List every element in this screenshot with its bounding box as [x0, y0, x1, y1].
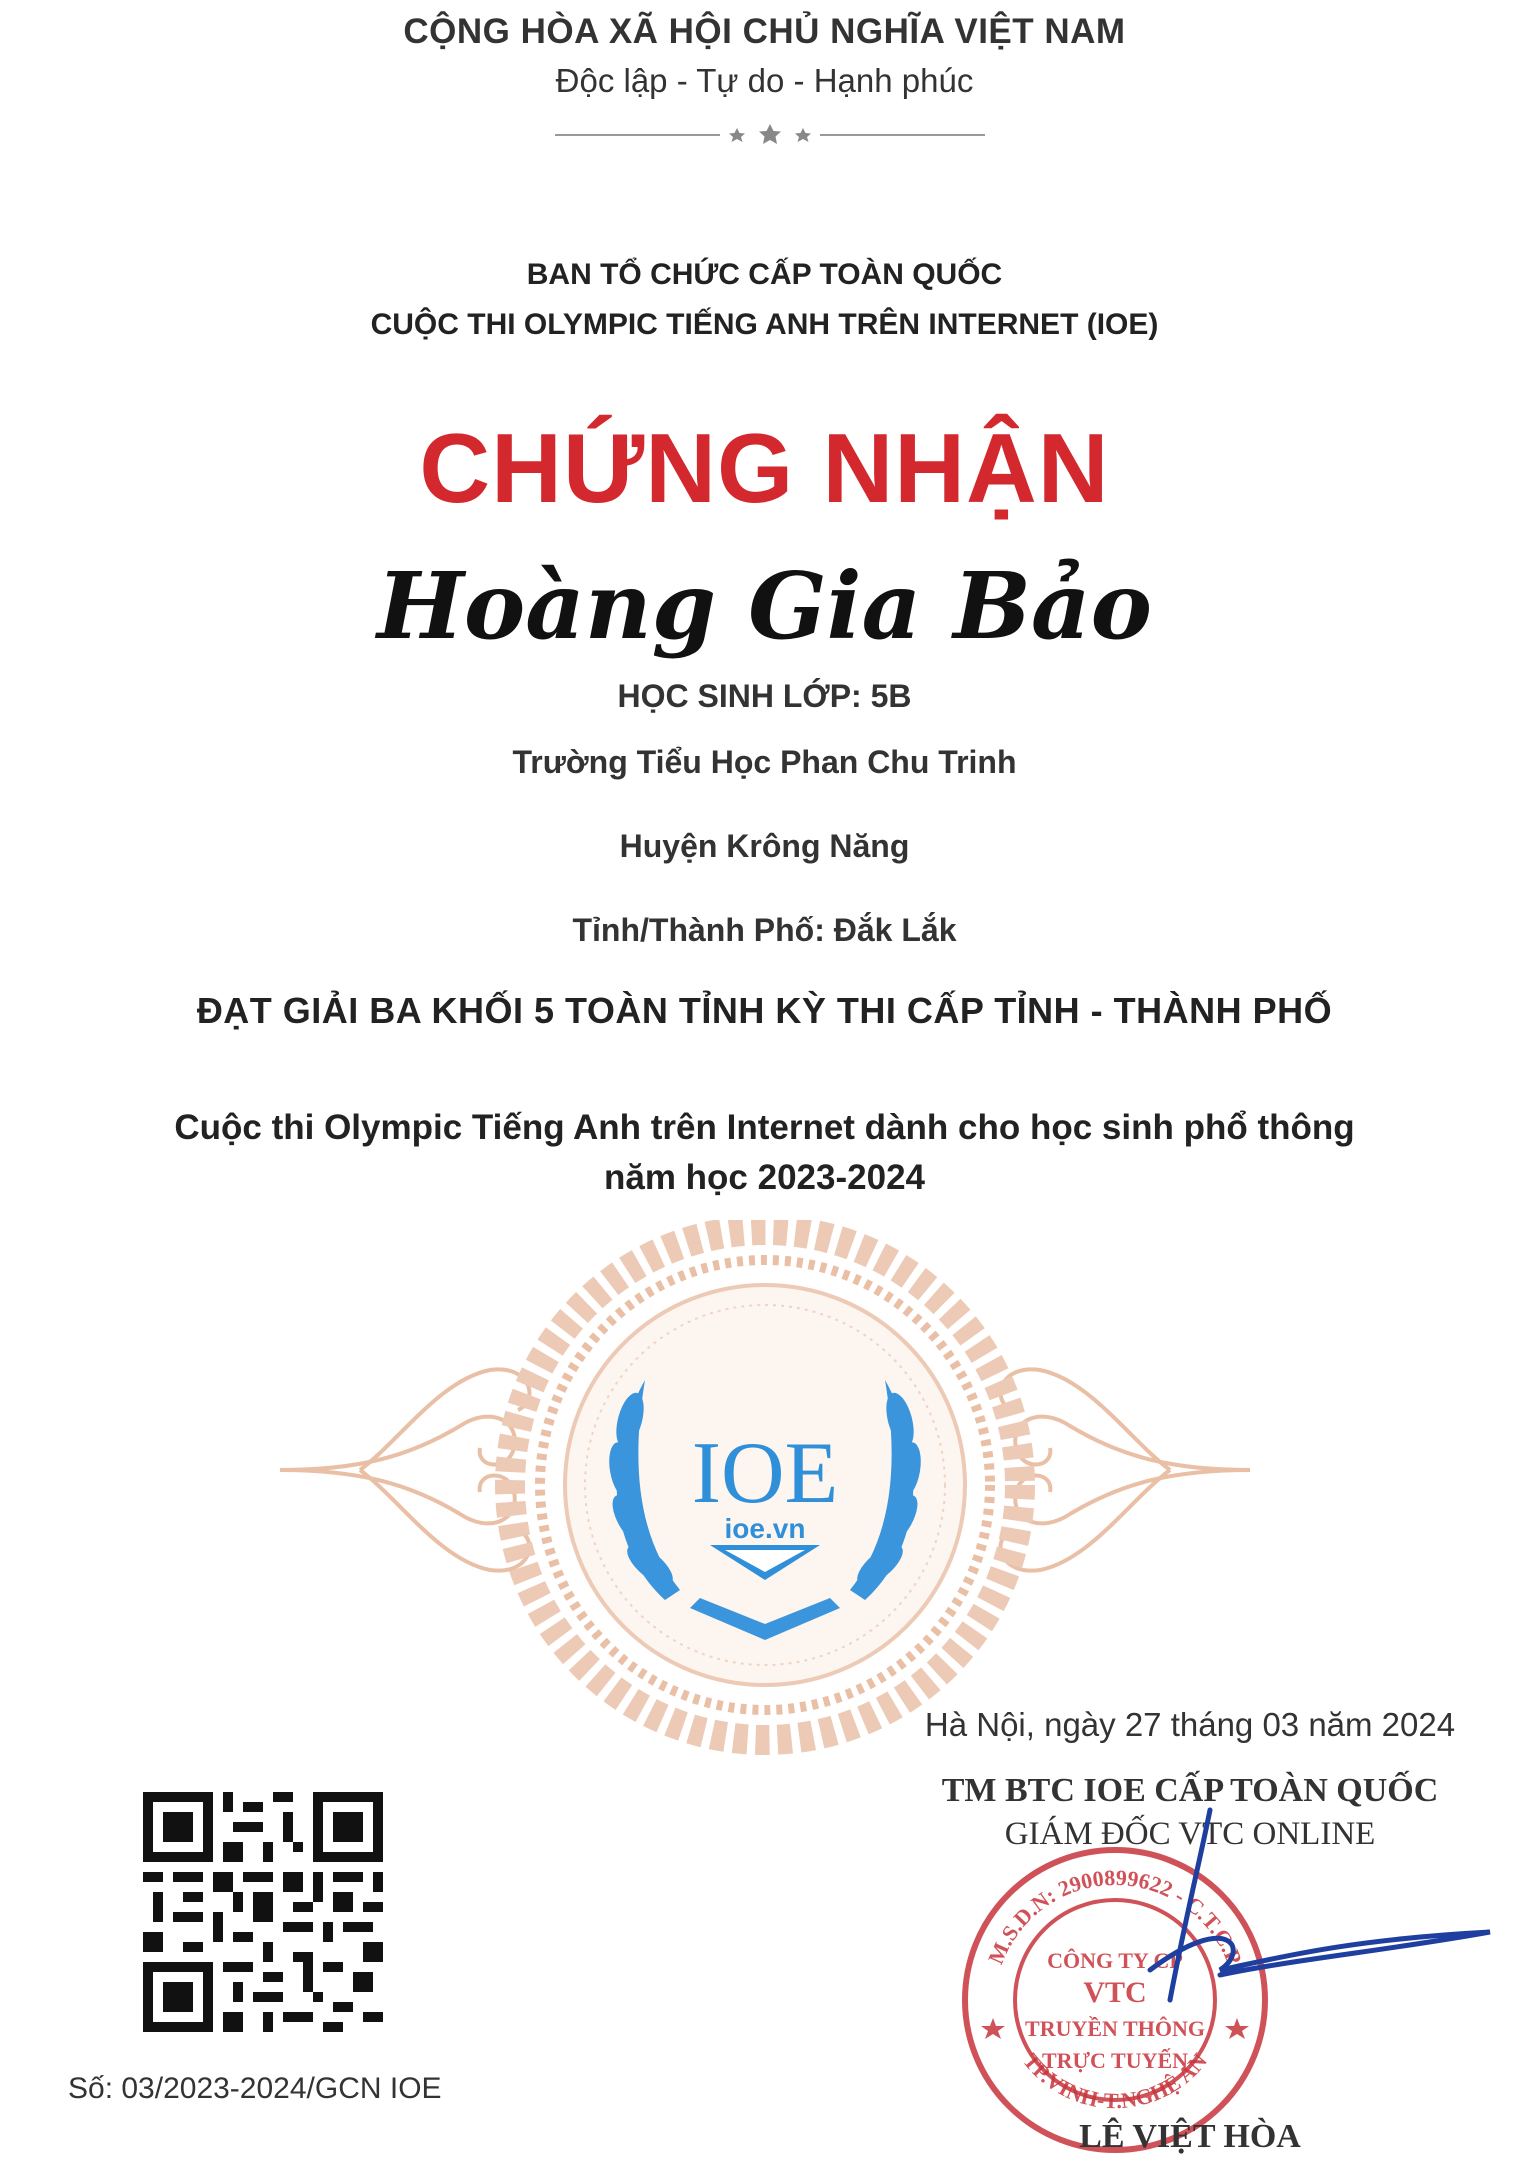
ioe-logo-url: ioe.vn — [724, 1513, 806, 1544]
seal-line-4: TRỰC TUYẾN — [1041, 2048, 1189, 2073]
award-text: ĐẠT GIẢI BA KHỐI 5 TOÀN TỈNH KỲ THI CẤP TỈNH - THÀNH PHỐ — [196, 990, 1333, 1031]
nation-heading: CỘNG HÒA XÃ HỘI CHỦ NGHĨA VIỆT NAM — [403, 12, 1126, 51]
seal-line-1: CÔNG TY CP — [1047, 1948, 1183, 1973]
qr-code[interactable] — [143, 1792, 383, 2032]
organizer-line-2: CUỘC THI OLYMPIC TIẾNG ANH TRÊN INTERNET (IOE) — [370, 308, 1159, 341]
school-name: Trường Tiểu Học Phan Chu Trinh — [512, 744, 1017, 780]
handwritten-signature — [1090, 1800, 1520, 2060]
seal-ring-text: M.S.D.N: 2900899622 - C.T.C.P — [982, 1864, 1248, 1968]
recipient-name: Hoàng Gia Bảo — [376, 552, 1153, 660]
signer-name: LÊ VIỆT HÒA — [1079, 2118, 1301, 2155]
representative-title: TM BTC IOE CẤP TOÀN QUỐC — [941, 1772, 1439, 1809]
province-name: Tỉnh/Thành Phố: Đắk Lắk — [572, 912, 957, 948]
certificate-title: CHỨNG NHẬN — [419, 413, 1110, 523]
representative-role: GIÁM ĐỐC VTC ONLINE — [1004, 1816, 1376, 1852]
seal-line-2: VTC — [1083, 1976, 1147, 2009]
seal-ring-bottom-text: TP.VINH-T.NGHỆ AN — [1018, 2048, 1212, 2114]
star-icon — [981, 2018, 1005, 2039]
national-motto: Độc lập - Tự do - Hạnh phúc — [555, 62, 974, 99]
seal-line-3: TRUYỀN THÔNG — [1025, 2016, 1205, 2041]
certificate-number: Số: 03/2023-2024/GCN IOE — [68, 2072, 442, 2105]
school-year: năm học 2023-2024 — [603, 1158, 925, 1197]
header-divider — [555, 122, 985, 152]
star-icon — [795, 128, 811, 142]
ioe-logo-text: IOE — [691, 1425, 839, 1522]
star-icon — [729, 128, 745, 142]
contest-description: Cuộc thi Olympic Tiếng Anh trên Internet dành cho học sinh phổ thông — [174, 1108, 1355, 1147]
ioe-emblem — [270, 1220, 1260, 1760]
organizer-line-1: BAN TỔ CHỨC CẤP TOÀN QUỐC — [526, 258, 1003, 291]
star-icon — [759, 124, 781, 144]
class-line: HỌC SINH LỚP: 5B — [617, 678, 912, 714]
district-name: Huyện Krông Năng — [619, 828, 910, 864]
issue-date: Hà Nội, ngày 27 tháng 03 năm 2024 — [924, 1706, 1456, 1743]
